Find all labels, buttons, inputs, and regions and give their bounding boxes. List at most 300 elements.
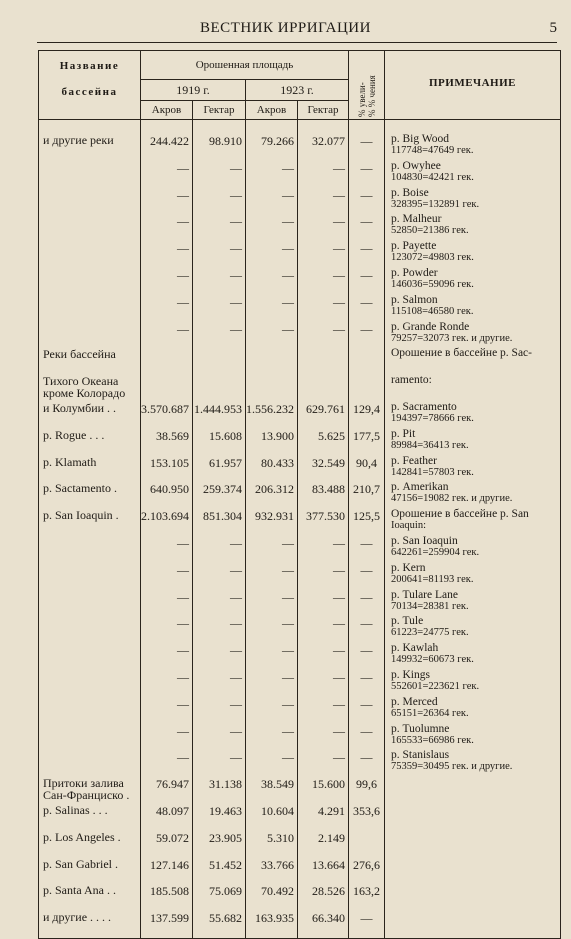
note-cell [385,482,561,509]
note-value: 79257=32073 гек. и другие. [391,332,513,344]
irrigation-table [38,50,561,939]
table-row [39,375,561,402]
note-cell [385,643,561,670]
value-h23: 28.526 [298,884,349,911]
value-h19: — [193,161,246,188]
value-h23: 32.549 [298,456,349,483]
value-h23: 629.761 [298,402,349,429]
note-cell [385,804,561,831]
increase-percent: — [349,241,385,268]
value-a19: 59.072 [141,831,193,858]
increase-percent: 163,2 [349,884,385,911]
increase-percent: — [349,563,385,590]
note-cell [385,322,561,349]
value-a23: 70.492 [246,884,298,911]
value-a23: 38.549 [246,777,298,804]
table-row [39,134,561,161]
table-row [39,911,561,938]
note-cell [385,161,561,188]
note-value: 75359=30495 гек. и другие. [391,761,513,773]
note-cell [385,616,561,643]
value-h19: — [193,724,246,751]
note-cell [385,858,561,885]
table-row [39,777,561,804]
note-cell [385,456,561,483]
note-cell [385,214,561,241]
increase-percent: — [349,161,385,188]
value-a19: 137.599 [141,911,193,938]
increase-percent: 99,6 [349,777,385,804]
table-row [39,724,561,751]
value-a19: — [141,322,193,349]
table-row [39,831,561,858]
increase-percent [349,375,385,402]
note-river: р. Merced [391,695,438,708]
value-a19: — [141,268,193,295]
basin-name: р. Rogue . . . [39,429,141,456]
increase-header [349,51,385,120]
note-river: р. Kawlah [391,642,439,655]
note-cell [385,697,561,724]
basin-header-line-1: Название [59,60,120,72]
increase-percent: — [349,268,385,295]
table-row [39,241,561,268]
note-cell [385,241,561,268]
table-row [39,509,561,536]
table-body [39,134,561,938]
increase-percent: 276,6 [349,858,385,885]
value-h19 [193,375,246,402]
value-a19: 2.103.694 [141,509,193,536]
basin-name [39,750,141,777]
value-a19: 244.422 [141,134,193,161]
table-row [39,295,561,322]
increase-percent: — [349,616,385,643]
increase-percent: 210,7 [349,482,385,509]
basin-name [39,670,141,697]
table-row [39,858,561,885]
year-1919-header: 1919 г. [141,80,246,101]
note-cell [385,590,561,617]
value-h23: — [298,322,349,349]
note-river: р. Powder [391,266,438,279]
value-h19: 259.374 [193,482,246,509]
table-row [39,616,561,643]
note-value: 200641=81193 гек. [391,573,474,585]
table-row [39,429,561,456]
value-h23 [298,375,349,402]
value-h19: 15.608 [193,429,246,456]
value-a23 [246,375,298,402]
value-a23: — [246,590,298,617]
value-a19: — [141,643,193,670]
basin-name: Тихого Океана кроме Колорадо [39,375,141,402]
value-h23: 5.625 [298,429,349,456]
basin-name [39,536,141,563]
increase-percent: 90,4 [349,456,385,483]
value-a19: 153.105 [141,456,193,483]
basin-name: и Колумбии . . [39,402,141,429]
note-river: р. Kern [391,561,426,574]
note-value: Ioaquin: [391,520,426,532]
note-value: 70134=28381 гек. [391,600,469,612]
note-value: 65151=26364 гек. [391,707,469,719]
value-a19: 640.950 [141,482,193,509]
note-value: 104830=42421 гек. [391,171,474,183]
value-a23: — [246,322,298,349]
basin-name [39,616,141,643]
value-a23: — [246,268,298,295]
note-river: р. Sacramento [391,400,457,413]
basin-name: р. Salinas . . . [39,804,141,831]
note-value: 165533=66986 гек. [391,734,474,746]
table-row [39,268,561,295]
value-h19: — [193,590,246,617]
value-h23: 13.664 [298,858,349,885]
note-value: 194397=78666 гек. [391,412,474,424]
value-a23: 13.900 [246,429,298,456]
value-a19: — [141,590,193,617]
note-cell [385,831,561,858]
value-h23: — [298,214,349,241]
value-a23: 33.766 [246,858,298,885]
page-number: 5 [549,20,557,36]
hectares-1923-header: Гектар [298,101,349,120]
value-h23: — [298,536,349,563]
table-row [39,456,561,483]
hectares-1919-header: Гектар [193,101,246,120]
note-river: р. Amerikan [391,481,449,494]
table-row [39,643,561,670]
value-a23: — [246,161,298,188]
note-value: 115108=46580 гек. [391,305,474,317]
basin-name: Притоки залива Сан-Франциско . [39,777,141,804]
value-h19: — [193,616,246,643]
value-a23: — [246,616,298,643]
basin-name [39,590,141,617]
basin-name: и другие реки [39,134,141,161]
value-a19: 38.569 [141,429,193,456]
note-river: р. Salmon [391,293,438,306]
note-river: р. Malheur [391,213,442,226]
basin-name [39,295,141,322]
increase-percent: 177,5 [349,429,385,456]
note-river: ramento: [391,374,432,387]
increase-percent: — [349,670,385,697]
value-a23: 1.556.232 [246,402,298,429]
value-a19: — [141,616,193,643]
value-a19 [141,348,193,375]
value-a19: — [141,563,193,590]
table-row [39,161,561,188]
note-value: 89984=36413 гек. [391,439,469,451]
value-h19: — [193,214,246,241]
irrigated-area-header: Орошенная площадь [141,51,349,80]
value-h23: — [298,295,349,322]
note-cell [385,670,561,697]
table-row [39,563,561,590]
note-river: р. Grande Ronde [391,320,470,333]
note-value: 149932=60673 гек. [391,654,474,666]
value-a23: — [246,295,298,322]
value-h23: — [298,616,349,643]
value-h19: — [193,643,246,670]
basin-name: р. San Gabriel . [39,858,141,885]
note-value: 552601=223621 гек. [391,680,480,692]
value-a23: 206.312 [246,482,298,509]
increase-header-line-2: % % чения [366,75,377,117]
increase-percent: — [349,724,385,751]
value-a23: — [246,536,298,563]
increase-percent: — [349,214,385,241]
note-river: р. Feather [391,454,437,467]
increase-percent: — [349,911,385,938]
basin-header-line-2: бассейна [61,86,118,98]
note-value: 52850=21386 гек. [391,225,469,237]
value-h19: 1.444.953 [193,402,246,429]
value-a23: — [246,214,298,241]
note-cell [385,268,561,295]
note-cell [385,563,561,590]
increase-percent: — [349,188,385,215]
value-a19: — [141,724,193,751]
basin-name [39,724,141,751]
note-river: р. Kings [391,668,430,681]
basin-name [39,322,141,349]
note-cell [385,724,561,751]
value-h23: 2.149 [298,831,349,858]
value-h19: — [193,697,246,724]
value-h19: 19.463 [193,804,246,831]
basin-name: р. Klamath [39,456,141,483]
table-row [39,750,561,777]
increase-percent: — [349,750,385,777]
value-h23: 377.530 [298,509,349,536]
value-h19: 75.069 [193,884,246,911]
increase-percent: — [349,536,385,563]
value-a23: — [246,670,298,697]
note-cell [385,134,561,161]
increase-percent: — [349,295,385,322]
value-h23: 4.291 [298,804,349,831]
value-a23: 79.266 [246,134,298,161]
basin-name [39,697,141,724]
value-a19: 127.146 [141,858,193,885]
increase-percent [349,831,385,858]
table-row [39,214,561,241]
note-cell [385,750,561,777]
value-h23: — [298,697,349,724]
value-a19: 76.947 [141,777,193,804]
acres-1923-header: Акров [246,101,298,120]
table-row [39,536,561,563]
note-value: 47156=19082 гек. и другие. [391,493,513,505]
basin-name: Реки бассейна [39,348,141,375]
basin-name [39,643,141,670]
basin-name: р. Santa Ana . . [39,884,141,911]
running-head [0,18,571,44]
value-a19: — [141,750,193,777]
table-row [39,188,561,215]
note-river: Орошение в бассейне р. Sac- [391,347,532,360]
note-river: Орошение в бассейне р. San [391,508,529,521]
value-h23: 15.600 [298,777,349,804]
value-a23: 5.310 [246,831,298,858]
value-a23: — [246,750,298,777]
table-row [39,670,561,697]
value-a23: — [246,643,298,670]
note-cell [385,429,561,456]
basin-name [39,214,141,241]
value-h19: 98.910 [193,134,246,161]
note-cell [385,536,561,563]
value-h23: 83.488 [298,482,349,509]
value-a23: — [246,188,298,215]
basin-name: р. Los Angeles . [39,831,141,858]
increase-percent: — [349,590,385,617]
increase-percent: 129,4 [349,402,385,429]
header-rule [37,42,557,43]
value-a23 [246,348,298,375]
note-value: 146036=59096 гек. [391,278,474,290]
value-h19: — [193,750,246,777]
value-a19: — [141,214,193,241]
value-h19: — [193,670,246,697]
note-header-label: ПРИМЕЧАНИЕ [428,77,517,89]
value-h23: 66.340 [298,911,349,938]
note-cell [385,402,561,429]
note-value: 117748=47649 гек. [391,145,474,156]
note-cell [385,295,561,322]
value-h23: — [298,241,349,268]
note-cell [385,911,561,938]
increase-percent: — [349,697,385,724]
note-cell [385,509,561,536]
note-value: 61223=24775 гек. [391,627,469,639]
value-h23: — [298,590,349,617]
value-h23: — [298,750,349,777]
table-row [39,804,561,831]
value-a19: — [141,188,193,215]
value-h23: — [298,268,349,295]
basin-name: р. Sactamento . [39,482,141,509]
note-cell [385,188,561,215]
value-a23: — [246,241,298,268]
note-river: р. San Ioaquin [391,534,458,547]
value-h23: — [298,670,349,697]
value-h19: 851.304 [193,509,246,536]
increase-header-line-1: % увели- [356,82,367,117]
value-a19: 48.097 [141,804,193,831]
value-a19: 185.508 [141,884,193,911]
table-row [39,482,561,509]
note-river: р. Tuolumne [391,722,450,735]
basin-name: и другие . . . . [39,911,141,938]
note-value: 123072=49803 гек. [391,252,474,264]
note-river: р. Pit [391,427,416,440]
note-river: р. Payette [391,240,437,253]
note-cell [385,777,561,804]
note-cell [385,884,561,911]
value-h23: — [298,724,349,751]
value-h19: — [193,563,246,590]
note-value: 142841=57803 гек. [391,466,474,478]
value-h19: 31.138 [193,777,246,804]
value-a23: — [246,563,298,590]
value-h23: — [298,188,349,215]
note-value: 642261=259904 гек. [391,546,480,558]
value-a19: — [141,295,193,322]
value-a19 [141,375,193,402]
value-a19: — [141,161,193,188]
increase-percent: — [349,322,385,349]
value-a23: 932.931 [246,509,298,536]
journal-title: ВЕСТНИК ИРРИГАЦИИ [200,20,371,36]
basin-name: р. San Ioaquin . [39,509,141,536]
table-row [39,884,561,911]
value-a23: 10.604 [246,804,298,831]
note-river: р. Owyhee [391,159,441,172]
value-a23: 80.433 [246,456,298,483]
value-h19: — [193,188,246,215]
value-a19: — [141,697,193,724]
note-river: р. Big Wood [391,133,449,145]
value-h23: — [298,643,349,670]
value-a23: 163.935 [246,911,298,938]
basin-name [39,268,141,295]
note-river: р. Stanislaus [391,749,450,762]
value-h19 [193,348,246,375]
acres-1919-header: Акров [141,101,193,120]
value-h23: — [298,563,349,590]
value-a23: — [246,697,298,724]
table-row [39,697,561,724]
table-row [39,322,561,349]
value-h19: 61.957 [193,456,246,483]
increase-percent: 353,6 [349,804,385,831]
note-river: р. Tule [391,615,424,628]
basin-header [39,51,141,120]
increase-percent: — [349,643,385,670]
increase-percent: — [349,134,385,161]
value-h19: — [193,241,246,268]
value-h19: — [193,268,246,295]
value-h23: — [298,161,349,188]
table-row [39,402,561,429]
basin-name [39,563,141,590]
note-river: р. Boise [391,186,429,199]
increase-percent [349,348,385,375]
increase-percent: 125,5 [349,509,385,536]
value-a19: 3.570.687 [141,402,193,429]
value-h19: — [193,322,246,349]
value-h19: 55.682 [193,911,246,938]
value-h23 [298,348,349,375]
table-row [39,348,561,375]
table-row [39,590,561,617]
value-h19: — [193,536,246,563]
note-header [385,51,561,120]
basin-name [39,188,141,215]
note-river: р. Tulare Lane [391,588,458,601]
note-cell [385,348,561,375]
value-a19: — [141,670,193,697]
note-value: 328395=132891 гек. [391,198,480,210]
year-1923-header: 1923 г. [246,80,349,101]
value-h23: 32.077 [298,134,349,161]
value-a19: — [141,241,193,268]
value-a23: — [246,724,298,751]
